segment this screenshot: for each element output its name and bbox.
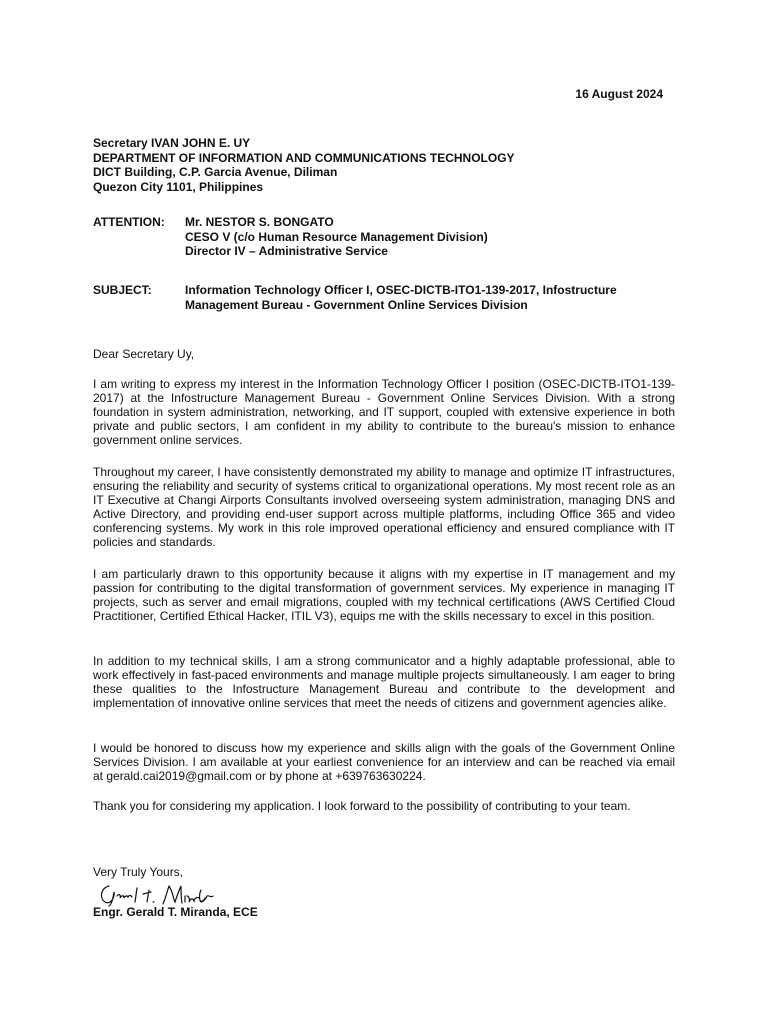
body-paragraph: I would be honored to discuss how my experience and skills align with the goals of the Government Online Services Division. I am available at your earliest convenience for an interview and can be reached via email at gerald.cai2019@gmail.com or by phone at +639763630224. [93, 741, 675, 783]
attention-name: Mr. NESTOR S. BONGATO [185, 215, 334, 229]
attention-block [93, 215, 675, 259]
body-paragraph: In addition to my technical skills, I am a strong communicator and a highly adaptable professional, able to work effectively in fast-paced environments and manage multiple projects simultaneously. I am eager to bring these qualities to the Infostructure Management Bureau and contribute to the development and implementation of innovative online services that meet the needs of citizens and government agencies alike. [93, 654, 675, 710]
attention-title: CESO V (c/o Human Resource Management Division) [185, 229, 488, 244]
body-paragraph: Throughout my career, I have consistently demonstrated my ability to manage and optimize IT infrastructures, ensuring the reliability and security of systems critical to organizational operations. My most recent role as an IT Executive at Changi Airports Consultants involved overseeing system administration, managing DNS and Active Directory, and providing end-user support across multiple platforms, including Office 365 and video conferencing systems. My work in this role improved operational efficiency and ensured compliance with IT policies and standards. [93, 465, 675, 549]
recipient-department: DEPARTMENT OF INFORMATION AND COMMUNICATIONS TECHNOLOGY [93, 150, 515, 165]
recipient-address-line1: DICT Building, C.P. Garcia Avenue, Diliman [93, 165, 338, 179]
recipient-address-line2: Quezon City 1101, Philippines [93, 179, 264, 194]
body-paragraph: Thank you for considering my application. I look forward to the possibility of contributing to your team. [93, 799, 631, 813]
letter-date: 16 August 2024 [575, 87, 663, 101]
subject-block [93, 283, 675, 312]
closing-phrase: Very Truly Yours, [93, 865, 184, 879]
attention-position: Director IV – Administrative Service [185, 244, 388, 258]
subject-label: SUBJECT: [93, 283, 152, 297]
subject-line2: Management Bureau - Government Online Services Division [185, 297, 528, 312]
letter-page [93, 0, 675, 1024]
body-paragraph: I am writing to express my interest in the Information Technology Officer I position (OSEC-DICTB-ITO1-139-2017) at the Infostructure Management Bureau - Government Online Services Division. With a strong foundation in system administration, networking, and IT support, coupled with extensive experience in both private and public sectors, I am confident in my ability to contribute to the bureau's mission to enhance government online services. [93, 377, 675, 447]
signer-name: Engr. Gerald T. Miranda, ECE [93, 905, 258, 919]
body-paragraph: I am particularly drawn to this opportunity because it aligns with my expertise in IT management and my passion for contributing to the digital transformation of government services. My experience in managing IT projects, such as server and email migrations, coupled with my technical certifications (AWS Certified Cloud Practitioner, Certified Ethical Hacker, ITIL V3), equips me with the skills necessary to excel in this position. [93, 567, 675, 623]
attention-label: ATTENTION: [93, 215, 165, 229]
recipient-name: Secretary IVAN JOHN E. UY [93, 136, 251, 150]
recipient-block [93, 136, 515, 194]
salutation: Dear Secretary Uy, [93, 347, 195, 361]
subject-line1: Information Technology Officer I, OSEC-DICTB-ITO1-139-2017, Infostructure [185, 283, 617, 297]
